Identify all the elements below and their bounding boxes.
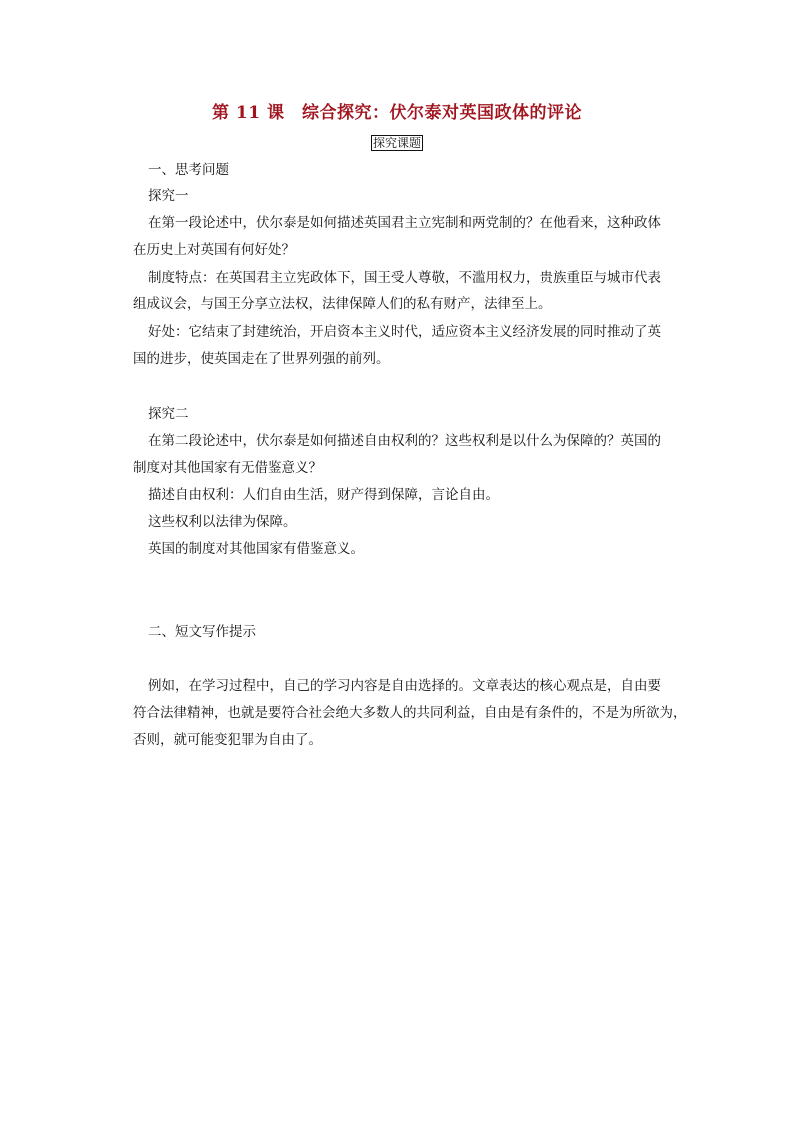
q1-benefit-line-2: 国的进步，使英国走在了世界列强的前列。 [133,351,390,367]
q1-benefit-line-1: 好处：它结束了封建统治，开启资本主义时代，适应资本主义经济发展的同时推动了英 [148,324,661,340]
q2-label: 探究二 [148,406,189,422]
section-label-text: 探究课题 [372,136,421,150]
q1-label: 探究一 [148,188,189,204]
q2-answer-2: 这些权利以法律为保障。 [148,514,297,530]
section-label [0,136,794,150]
q1-question-line-1: 在第一段论述中，伏尔泰是如何描述英国君主立宪制和两党制的？在他看来，这种政体 [148,215,661,231]
q1-features-line-1: 制度特点：在英国君主立宪政体下，国王受人尊敬，不滥用权力，贵族重臣与城市代表 [148,270,661,286]
q2-question-line-1: 在第二段论述中，伏尔泰是如何描述自由权利的？这些权利是以什么为保障的？英国的 [148,433,661,449]
essay-line-1: 例如，在学习过程中，自己的学习内容是自由选择的。文章表达的核心观点是，自由要 [148,678,661,694]
q1-question-line-2: 在历史上对英国有何好处？ [133,242,295,258]
q2-answer-3: 英国的制度对其他国家有借鉴意义。 [148,541,364,557]
part2-heading: 二、短文写作提示 [148,624,256,640]
part1-heading: 一、思考问题 [148,162,229,178]
q2-answer-1: 描述自由权利：人们自由生活，财产得到保障，言论自由。 [148,487,499,503]
essay-line-3: 否则，就可能变犯罪为自由了。 [133,732,322,748]
q2-question-line-2: 制度对其他国家有无借鉴意义？ [133,460,322,476]
q1-features-line-2: 组成议会，与国王分享立法权，法律保障人们的私有财产，法律至上。 [133,296,552,312]
essay-line-2: 符合法律精神，也就是要符合社会绝大多数人的共同利益，自由是有条件的，不是为所欲为， [133,705,687,721]
page-title: 第 11 课 综合探究：伏尔泰对英国政体的评论 [212,103,582,123]
